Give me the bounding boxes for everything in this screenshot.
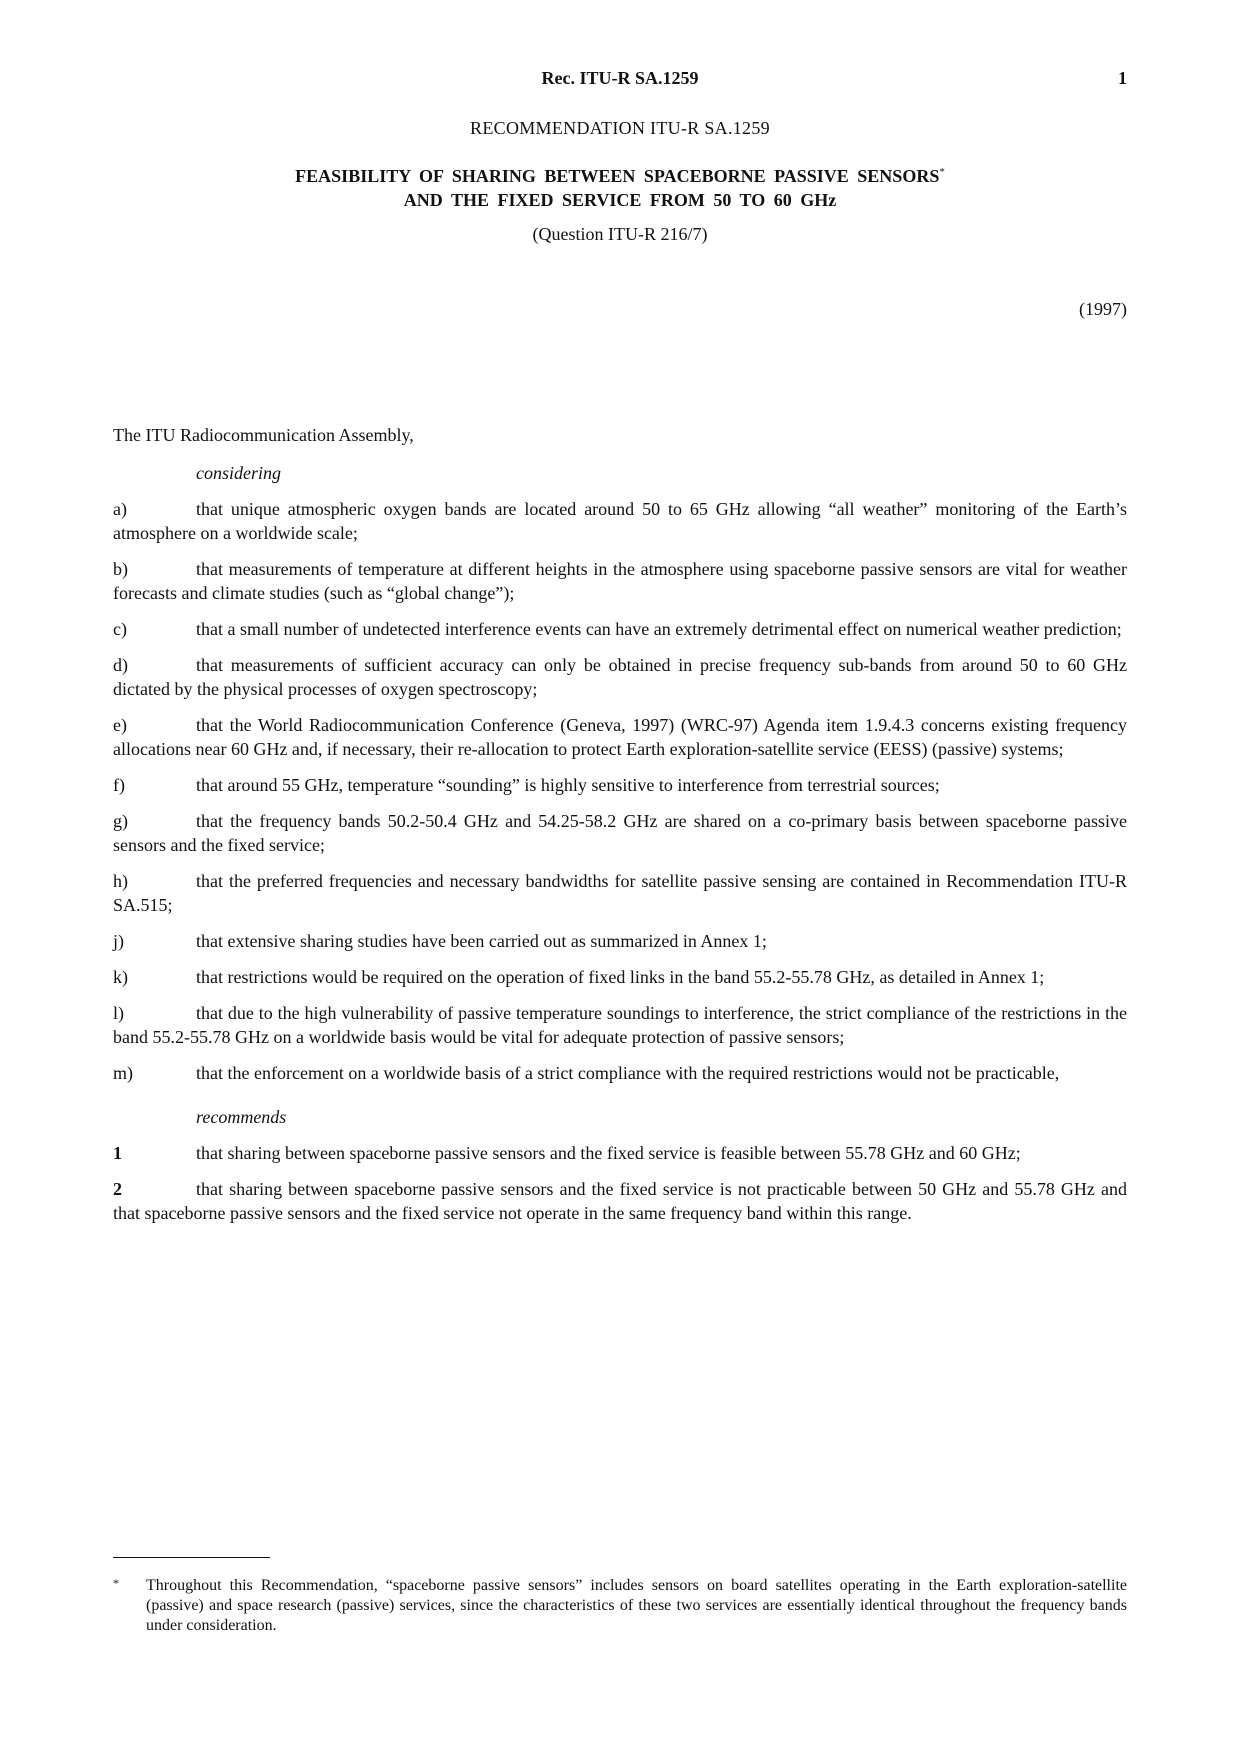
- considering-list: [113, 497, 1127, 1085]
- item-text: that unique atmospheric oxygen bands are located around 50 to 65 GHz allowing “all weather” monitoring of the Earth’s atmosphere on a worldwide scale;: [113, 499, 1127, 543]
- item-text: that measurements of temperature at different heights in the atmosphere using spaceborne passive sensors are vital for weather forecasts and climate studies (such as “global change”);: [113, 559, 1127, 603]
- item-text: that measurements of sufficient accuracy can only be obtained in precise frequency sub-bands from around 50 to 60 GHz dictated by the physical processes of oxygen spectroscopy;: [113, 655, 1127, 699]
- considering-item: [113, 617, 1127, 641]
- considering-item: [113, 557, 1127, 605]
- running-header: [113, 68, 1127, 92]
- considering-item: [113, 497, 1127, 545]
- recommends-item: [113, 1177, 1127, 1225]
- item-text: that the enforcement on a worldwide basis of a strict compliance with the required restrictions would not be practicable,: [196, 1063, 1060, 1083]
- title-line-1: [113, 160, 1127, 188]
- item-label: k): [113, 967, 128, 987]
- title-line-2: AND THE FIXED SERVICE FROM 50 TO 60 GHz: [403, 190, 837, 210]
- considering-heading: considering: [196, 463, 281, 483]
- title-footnote-mark: *: [939, 166, 945, 178]
- recommends-item: [113, 1141, 1127, 1165]
- considering-item: [113, 809, 1127, 857]
- item-label: a): [113, 499, 127, 519]
- considering-item: [113, 929, 1127, 953]
- item-label: e): [113, 715, 127, 735]
- item-text: that restrictions would be required on the operation of fixed links in the band 55.2-55.78 GHz, as detailed in Annex 1;: [196, 967, 1045, 987]
- item-label: f): [113, 775, 125, 795]
- intro-paragraph: The ITU Radiocommunication Assembly,: [113, 425, 414, 445]
- item-number: 1: [113, 1143, 122, 1163]
- footnote-text: Throughout this Recommendation, “spaceborne passive sensors” includes sensors on board satellites operating in the Earth exploration-satellite (passive) and space research (passive) services, since the characteristics of these two services are essentially identical throughout the frequency bands under consideration.: [146, 1577, 1127, 1634]
- recommendation-line: RECOMMENDATION ITU-R SA.1259: [470, 118, 770, 138]
- item-label: g): [113, 811, 128, 831]
- item-text: that a small number of undetected interference events can have an extremely detrimental effect on numerical weather prediction;: [196, 619, 1122, 639]
- considering-item: [113, 773, 1127, 797]
- item-number: 2: [113, 1179, 122, 1199]
- item-text: that sharing between spaceborne passive sensors and the fixed service is feasible between 55.78 GHz and 60 GHz;: [196, 1143, 1021, 1163]
- item-label: d): [113, 655, 128, 675]
- item-text: that around 55 GHz, temperature “sounding” is highly sensitive to interference from terrestrial sources;: [196, 775, 940, 795]
- considering-item: [113, 965, 1127, 989]
- running-title: Rec. ITU-R SA.1259: [541, 68, 699, 88]
- considering-item: [113, 713, 1127, 761]
- recommends-list: [113, 1141, 1127, 1225]
- year: (1997): [1079, 299, 1127, 319]
- title-line-1-text: FEASIBILITY OF SHARING BETWEEN SPACEBORNE PASSIVE SENSORS: [295, 166, 940, 186]
- page-number: 1: [1118, 68, 1127, 88]
- item-label: c): [113, 619, 127, 639]
- item-text: that due to the high vulnerability of passive temperature soundings to interference, the strict compliance of the restrictions in the band 55.2-55.78 GHz on a worldwide basis would be vital for adequate protection of passive sensors;: [113, 1003, 1127, 1047]
- footnote-mark: *: [113, 1576, 119, 1590]
- item-label: b): [113, 559, 128, 579]
- item-text: that sharing between spaceborne passive sensors and the fixed service is not practicable between 50 GHz and 55.78 GHz and that spaceborne passive sensors and the fixed service not operate in the same frequency band within this range.: [113, 1179, 1127, 1223]
- considering-item: [113, 653, 1127, 701]
- item-label: j): [113, 931, 124, 951]
- item-label: h): [113, 871, 128, 891]
- footnote: [113, 1576, 1127, 1636]
- considering-item: [113, 1061, 1127, 1085]
- item-text: that the World Radiocommunication Conference (Geneva, 1997) (WRC-97) Agenda item 1.9.4.3 concerns existing frequency allocations near 60 GHz and, if necessary, their re-allocation to protect Earth exploration-satellite service (EESS) (passive) systems;: [113, 715, 1127, 759]
- question-reference: (Question ITU-R 216/7): [532, 224, 708, 244]
- footnote-divider: [113, 1557, 270, 1558]
- document-body: [113, 423, 1127, 1237]
- considering-item: [113, 869, 1127, 917]
- item-text: that the preferred frequencies and necessary bandwidths for satellite passive sensing are contained in Recommendation ITU-R SA.515;: [113, 871, 1127, 915]
- item-label: l): [113, 1003, 124, 1023]
- item-text: that extensive sharing studies have been carried out as summarized in Annex 1;: [196, 931, 767, 951]
- item-label: m): [113, 1063, 133, 1083]
- document-title: [113, 160, 1127, 212]
- item-text: that the frequency bands 50.2-50.4 GHz and 54.25-58.2 GHz are shared on a co-primary basis between spaceborne passive sensors and the fixed service;: [113, 811, 1127, 855]
- recommends-heading: recommends: [196, 1107, 287, 1127]
- considering-item: [113, 1001, 1127, 1049]
